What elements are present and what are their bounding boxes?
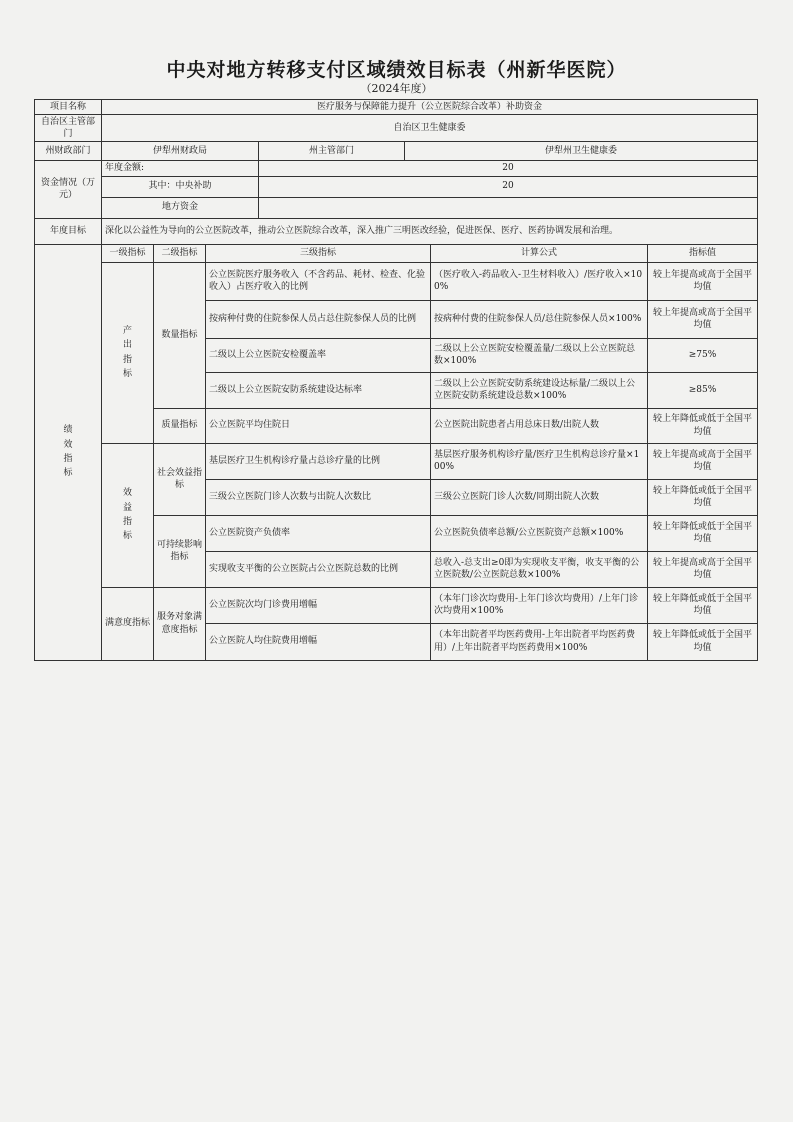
indicator-formula: （医疗收入-药品收入-卫生材料收入）/医疗收入×100% bbox=[431, 262, 648, 300]
indicator-formula: 总收入-总支出≥0即为实现收支平衡，收支平衡的公立医院数/公立医院总数×100% bbox=[431, 551, 648, 587]
quantity-indicator-label: 数量指标 bbox=[154, 262, 206, 408]
indicator-name: 公立医院人均住院费用增幅 bbox=[206, 623, 431, 660]
header-formula: 计算公式 bbox=[431, 244, 648, 262]
benefit-indicator-label bbox=[102, 443, 154, 587]
indicator-value: 较上年提高或高于全国平均值 bbox=[648, 443, 758, 479]
indicator-value: 较上年提高或高于全国平均值 bbox=[648, 300, 758, 338]
indicator-formula: 按病种付费的住院参保人员/总住院参保人员×100% bbox=[431, 300, 648, 338]
page-subtitle: （2024年度） bbox=[360, 82, 433, 95]
indicator-value: 较上年降低或低于全国平均值 bbox=[648, 408, 758, 443]
indicator-value: 较上年提高或高于全国平均值 bbox=[648, 262, 758, 300]
project-name-value: 医疗服务与保障能力提升（公立医院综合改革）补助资金 bbox=[102, 100, 758, 115]
indicator-value: 较上年降低或低于全国平均值 bbox=[648, 515, 758, 551]
indicators-label-text: 绩效指标 bbox=[63, 425, 73, 479]
indicator-name: 实现收支平衡的公立医院占公立医院总数的比例 bbox=[206, 551, 431, 587]
indicator-formula: 公立医院出院患者占用总床日数/出院人数 bbox=[431, 408, 648, 443]
quality-indicator-label: 质量指标 bbox=[154, 408, 206, 443]
benefit-indicator-label-text: 效益指标 bbox=[123, 488, 133, 542]
indicator-name: 公立医院次均门诊费用增幅 bbox=[206, 587, 431, 623]
funds-annual-label: 年度金额: bbox=[102, 161, 259, 176]
annual-goal-value: 深化以公益性为导向的公立医院改革，推动公立医院综合改革，深入推广三明医改经验，促进医保、医疗、医药协调发展和治理。 bbox=[102, 218, 758, 244]
table-row bbox=[35, 587, 758, 623]
prefecture-dept-label: 州主管部门 bbox=[259, 142, 405, 161]
output-indicator-label-text: 产出指标 bbox=[123, 325, 133, 379]
table-row bbox=[35, 244, 758, 262]
indicator-name: 基层医疗卫生机构诊疗量占总诊疗量的比例 bbox=[206, 443, 431, 479]
indicator-name: 公立医院医疗服务收入（不含药品、耗材、检查、化验收入）占医疗收入的比例 bbox=[206, 262, 431, 300]
output-indicator-label bbox=[102, 262, 154, 443]
header-level2: 二级指标 bbox=[154, 244, 206, 262]
funds-central-value: 20 bbox=[259, 176, 758, 197]
funds-annual-value: 20 bbox=[259, 161, 758, 176]
header-value: 指标值 bbox=[648, 244, 758, 262]
indicator-value: 较上年降低或低于全国平均值 bbox=[648, 623, 758, 660]
region-dept-value: 自治区卫生健康委 bbox=[102, 115, 758, 142]
indicator-value: 较上年降低或低于全国平均值 bbox=[648, 479, 758, 515]
prefecture-finance-label: 州财政部门 bbox=[35, 142, 102, 161]
indicator-name: 二级以上公立医院安检覆盖率 bbox=[206, 338, 431, 372]
region-dept-label: 自治区主管部门 bbox=[35, 115, 102, 142]
indicator-formula: 公立医院负债率总额/公立医院资产总额×100% bbox=[431, 515, 648, 551]
table-row bbox=[35, 176, 758, 197]
project-name-label: 项目名称 bbox=[35, 100, 102, 115]
table-row bbox=[35, 100, 758, 115]
sustain-indicator-label: 可持续影响指标 bbox=[154, 515, 206, 587]
table-row bbox=[35, 161, 758, 176]
indicator-value: 较上年提高或高于全国平均值 bbox=[648, 551, 758, 587]
table-row bbox=[35, 443, 758, 479]
indicator-formula: （本年门诊次均费用-上年门诊次均费用）/上年门诊次均费用×100% bbox=[431, 587, 648, 623]
indicator-value: 较上年降低或低于全国平均值 bbox=[648, 587, 758, 623]
indicator-value: ≥85% bbox=[648, 372, 758, 408]
header-level1: 一级指标 bbox=[102, 244, 154, 262]
table-row bbox=[35, 197, 758, 218]
performance-table bbox=[34, 99, 758, 661]
satisfaction-indicator-label: 满意度指标 bbox=[102, 587, 154, 660]
indicator-name: 按病种付费的住院参保人员占总住院参保人员的比例 bbox=[206, 300, 431, 338]
prefecture-finance-value: 伊犁州财政局 bbox=[102, 142, 259, 161]
funds-central-label: 其中：中央补助 bbox=[102, 176, 259, 197]
table-row bbox=[35, 142, 758, 161]
indicator-name: 二级以上公立医院安防系统建设达标率 bbox=[206, 372, 431, 408]
funds-label: 资金情况（万元） bbox=[35, 161, 102, 218]
funds-local-value bbox=[259, 197, 758, 218]
prefecture-dept-value: 伊犁州卫生健康委 bbox=[405, 142, 758, 161]
indicator-formula: 二级以上公立医院安防系统建设达标量/二级以上公立医院安防系统建设总数×100% bbox=[431, 372, 648, 408]
indicator-name: 三级公立医院门诊人次数与出院人次数比 bbox=[206, 479, 431, 515]
table-row bbox=[35, 115, 758, 142]
table-row bbox=[35, 262, 758, 300]
indicator-formula: （本年出院者平均医药费用-上年出院者平均医药费用）/上年出院者平均医药费用×100% bbox=[431, 623, 648, 660]
annual-goal-label: 年度目标 bbox=[35, 218, 102, 244]
indicator-formula: 基层医疗服务机构诊疗量/医疗卫生机构总诊疗量×100% bbox=[431, 443, 648, 479]
indicator-formula: 三级公立医院门诊人次数/同期出院人次数 bbox=[431, 479, 648, 515]
indicator-name: 公立医院平均住院日 bbox=[206, 408, 431, 443]
funds-local-label: 地方资金 bbox=[102, 197, 259, 218]
indicator-name: 公立医院资产负债率 bbox=[206, 515, 431, 551]
header-level3: 三级指标 bbox=[206, 244, 431, 262]
service-satisfaction-label: 服务对象满意度指标 bbox=[154, 587, 206, 660]
indicator-value: ≥75% bbox=[648, 338, 758, 372]
page-title: 中央对地方转移支付区域绩效目标表（州新华医院） bbox=[166, 59, 627, 81]
indicator-formula: 二级以上公立医院安检覆盖量/二级以上公立医院总数×100% bbox=[431, 338, 648, 372]
indicators-label bbox=[35, 244, 102, 660]
table-row bbox=[35, 218, 758, 244]
social-indicator-label: 社会效益指标 bbox=[154, 443, 206, 515]
